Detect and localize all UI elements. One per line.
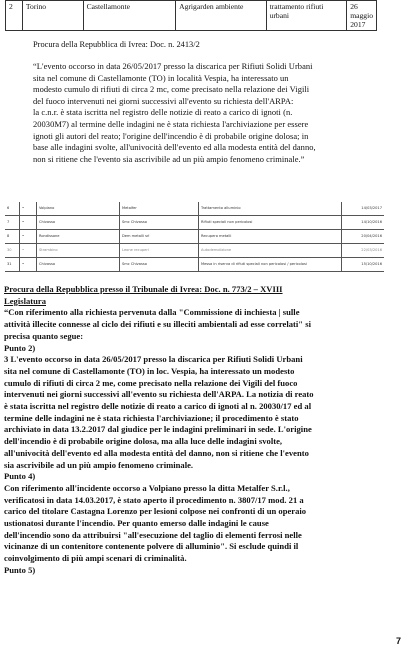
row-num: 8 [5, 230, 20, 244]
table-row [5, 202, 384, 216]
row-desc: Recupero metalli [199, 230, 342, 244]
paragraph-line: vicinanze di un contenitore contenente polvere di alluminio". Si esclude quindi il [4, 541, 299, 552]
row-org: Smc Chivasso [120, 216, 199, 230]
paragraph-line: all'univocità dell'evento ed alla modesta entità del danno, non si ritiene che l'evento [4, 447, 309, 458]
row-dot: • [20, 244, 37, 258]
intro-line: attività illecite connesse al ciclo dei rifiuti e su illeciti ambientali ad esse correlati" si [4, 319, 311, 330]
row-dot: • [20, 258, 37, 272]
table-row [5, 230, 384, 244]
quote-line: la c.n.r. è stata iscritta nel registro delle notizie di reato a carico di ignoti (n. [33, 107, 293, 118]
paragraph-line: sita nel comune di Castellamonte (TO) in loc. Vespia, ha interessato un modesto [4, 365, 295, 376]
row-dot: • [20, 202, 37, 216]
cell-city: Torino [22, 1, 83, 31]
row-date: 15/10/2016 [342, 258, 385, 272]
table-row [6, 1, 377, 31]
row-desc: Autodemolizione [199, 244, 342, 258]
quote-line: modesto cumulo di rifiuti di circa 2 mc, come precisato nella relazione dei Vigili [33, 84, 310, 95]
page-number: 7 [396, 636, 402, 646]
procura2-heading-line1: Procura della Repubblica presso il Tribunale di Ivrea: Doc. n. 773/2 – XVIII [4, 284, 283, 294]
quote-line: “L'evento occorso in data 26/05/2017 presso la discarica per Rifiuti Solidi Urbani [33, 61, 313, 71]
row-place: Rondissone [37, 230, 120, 244]
paragraph-line: cumulo di rifiuti di circa 2 me, come precisato nella relazione dei Vigili del fuoco [4, 377, 298, 388]
paragraph-line: ustionatosi durante l'incendio. Per quanto emerso dalle indagini le cause [4, 518, 269, 529]
procura1-quote [33, 61, 372, 165]
cell-place: Castellamonte [83, 1, 176, 31]
row-org: Dem metalli srl [120, 230, 199, 244]
quote-line: base alle indagini svolte, all'univocità dell'evento ed alla modesta entità del danno, [33, 142, 316, 153]
row-date: 20/04/2016 [342, 230, 385, 244]
row-dot: • [20, 230, 37, 244]
paragraph-line: termine delle indagini ne è stata richiesta l'archiviazione; il procedimento è stato [4, 412, 299, 423]
row-desc: Messa in riserva di rifiuti speciali non pericolosi / pericolosi [199, 258, 342, 272]
row-num: 30 [5, 244, 20, 258]
row-place: Chivasso [37, 258, 120, 272]
cell-date: 26 maggio 2017 [347, 1, 377, 31]
quote-line: del fuoco intervenuti nei giorni successivi all'evento su richiesta dell'ARPA: [33, 95, 294, 106]
row-num: 7 [5, 216, 20, 230]
table-row [5, 258, 384, 272]
row-place: Volpiano [37, 202, 120, 216]
register-table [5, 202, 384, 272]
cell-org: Agrigarden ambiente [176, 1, 266, 31]
row-org: Leone recuperi [120, 244, 199, 258]
row-date: 14/10/2016 [342, 216, 385, 230]
paragraph-line: è stata iscritta nel registro delle notizie di reato a carico di ignoti al n. 20030/17 ed al [4, 401, 312, 412]
punto4-label: Punto 4) [4, 471, 36, 482]
main-text [4, 284, 390, 577]
row-dot: • [20, 216, 37, 230]
paragraph-line: verificatosi in data 14.03.2017, è stato aperto il procedimento n. 3807/17 mod. 21 a [4, 494, 304, 505]
row-org: Smc Chivasso [120, 258, 199, 272]
punto5-label: Punto 5) [4, 564, 36, 575]
row-date: 14/03/2017 [342, 202, 385, 216]
row-desc: Rifiuti speciali non pericolosi [199, 216, 342, 230]
paragraph-line: Con riferimento all'incidente occorso a Volpiano presso la ditta Metalfer S.r.l., [4, 482, 290, 493]
procura1-heading: Procura della Repubblica di Ivrea: Doc. n. 2413/2 [33, 40, 200, 49]
quote-line: 20030M7) al termine delle indagini ne è stata richiesta l'archiviazione per essere [33, 118, 309, 129]
row-num: 31 [5, 258, 20, 272]
cell-desc: trattamento rifiuti urbani [266, 1, 347, 31]
paragraph-line: intervenuti nei giorni successivi all'evento su richiesta dell'ARPA. La notizia di reato [4, 389, 314, 400]
table-row [5, 216, 384, 230]
row-num: 6 [5, 202, 20, 216]
row-date: 22/03/2016 [342, 244, 385, 258]
paragraph-line: 3 L'evento occorso in data 26/05/2017 presso la discarica per Rifiuti Solidi Urbani [4, 354, 303, 365]
table-row [5, 244, 384, 258]
top-table [5, 0, 377, 31]
paragraph-line: sia ascrivibile ad un più ampio fenomeno criminale. [4, 459, 194, 470]
intro-line: “Con riferimento alla richiesta pervenuta dalla "Commissione di inchiesta | sulle [4, 307, 300, 318]
quote-line: sita nel comune di Castellamonte (TO) in località Vespia, ha interessato un [33, 72, 289, 83]
row-org: Metalfer [120, 202, 199, 216]
quote-line: non si ritiene che l'evento sia ascrivibile ad un più ampio fenomeno criminale.” [33, 153, 305, 164]
procura2-heading-line2: Legislatura [4, 295, 47, 306]
paragraph-line: carico del titolare Castagna Lorenzo per lesioni colpose nei confronti di un operaio [4, 506, 307, 517]
cell-num: 2 [6, 1, 23, 31]
quote-line: ignoti gli autori del reato; l'origine dell'incendio è di probabile origine dolosa; in [33, 130, 309, 141]
paragraph-line: dell'incendio è di probabile origine dolosa, ma alla luce delle indagini svolte, [4, 436, 283, 447]
row-desc: Trattamento alluminio [199, 202, 342, 216]
row-place: Chivasso [37, 216, 120, 230]
paragraph-line: archiviato in data 13.2.2017 dal giudice per le indagini preliminari in sede. L'origine [4, 424, 312, 435]
row-place: Strambino [37, 244, 120, 258]
paragraph-line: coinvolgimento di più ampi scenari di criminalità. [4, 553, 187, 564]
paragraph-line: dell'incendio sono da attribuirsi "all'esecuzione del taglio di elementi ferrosi nelle [4, 529, 302, 540]
punto2-label: Punto 2) [4, 342, 36, 353]
intro-line: precisa quanto segue: [4, 330, 84, 341]
